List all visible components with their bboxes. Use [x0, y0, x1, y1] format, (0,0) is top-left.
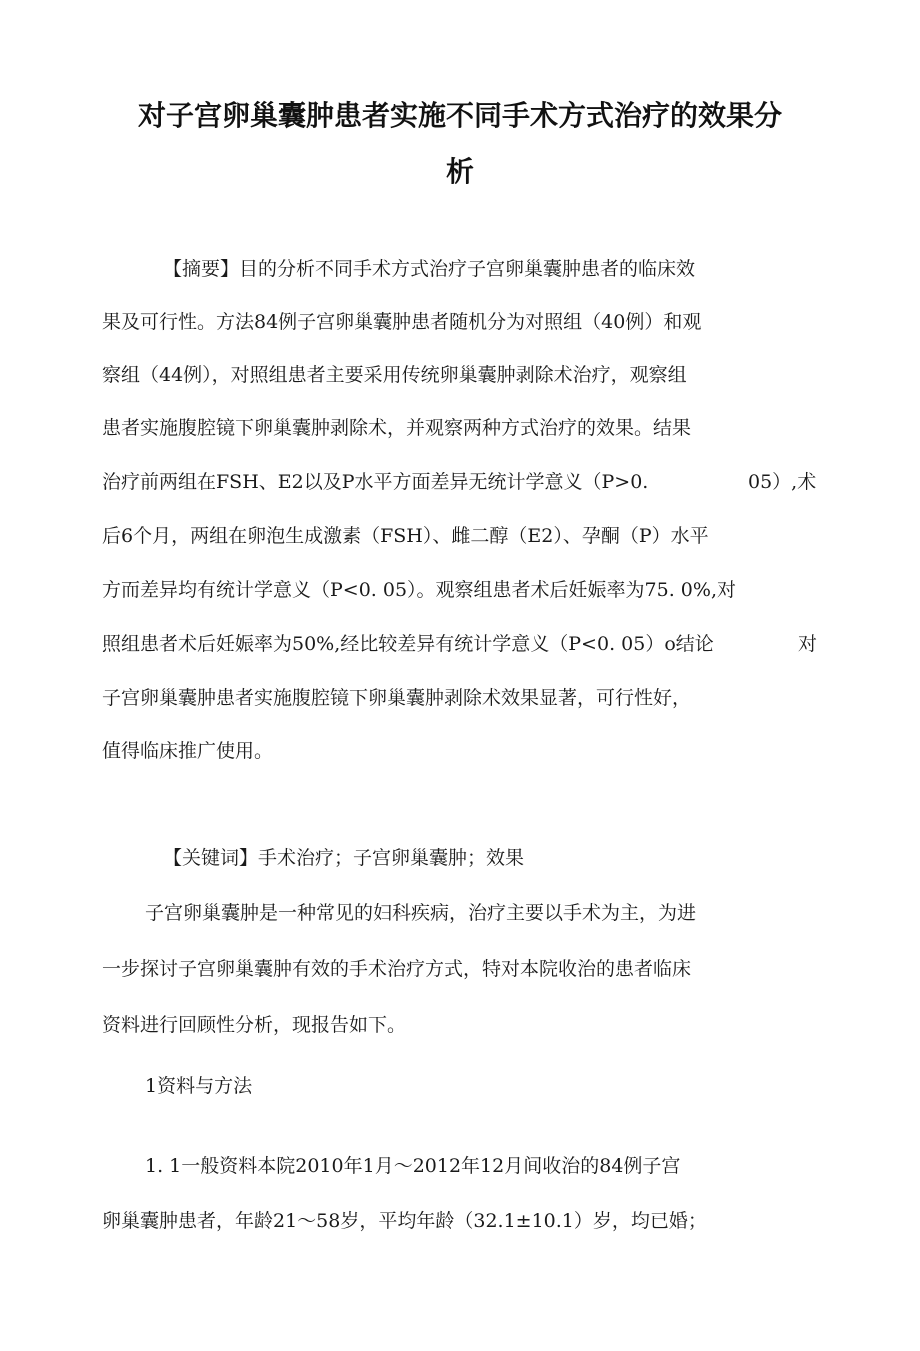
body-line: 卵巢囊肿患者，年龄21～58岁，平均年龄（32.1±10.1）岁，均已婚；: [102, 1210, 707, 1232]
section-heading: 1资料与方法: [145, 1075, 253, 1097]
abstract-line: 【摘要】目的分析不同手术方式治疗子宫卵巢囊肿患者的临床效: [163, 258, 696, 280]
abstract-line: 治疗前两组在FSH、E2以及P水平方面差异无统计学意义（P>0.: [102, 471, 649, 493]
abstract-line: 察组（44例），对照组患者主要采用传统卵巢囊肿剥除术治疗，观察组: [102, 364, 687, 386]
body-line: 一步探讨子宫卵巢囊肿有效的手术治疗方式，特对本院收治的患者临床: [102, 958, 692, 980]
abstract-line: 照组患者术后妊娠率为50%,经比较差异有统计学意义（P<0. 05）o结论: [102, 633, 714, 655]
abstract-line: 果及可行性。方法84例子宫卵巢囊肿患者随机分为对照组（40例）和观: [102, 311, 702, 333]
abstract-line: 05）,术: [748, 471, 817, 493]
document-title-line-2: 析: [445, 155, 474, 188]
abstract-line: 后6个月，两组在卵泡生成激素（FSH）、雌二醇（E2）、孕酮（P）水平: [102, 525, 709, 547]
abstract-line: 方而差异均有统计学意义（P<0. 05）。观察组患者术后妊娠率为75. 0%,对: [102, 579, 736, 601]
abstract-line: 子宫卵巢囊肿患者实施腹腔镜下卵巢囊肿剥除术效果显著，可行性好，: [102, 687, 692, 709]
document-title-line-1: 对子宫卵巢囊肿患者实施不同手术方式治疗的效果分: [137, 99, 782, 132]
body-line: 1. 1一般资料本院2010年1月～2012年12月间收治的84例子宫: [145, 1155, 681, 1177]
body-line: 子宫卵巢囊肿是一种常见的妇科疾病，治疗主要以手术为主，为进: [145, 902, 697, 924]
abstract-line: 患者实施腹腔镜下卵巢囊肿剥除术，并观察两种方式治疗的效果。结果: [102, 417, 692, 439]
abstract-line: 对: [798, 633, 818, 655]
body-line: 资料进行回顾性分析，现报告如下。: [102, 1014, 407, 1036]
keywords: 【关键词】手术治疗；子宫卵巢囊肿；效果: [163, 847, 525, 869]
abstract-line: 值得临床推广使用。: [102, 740, 274, 762]
